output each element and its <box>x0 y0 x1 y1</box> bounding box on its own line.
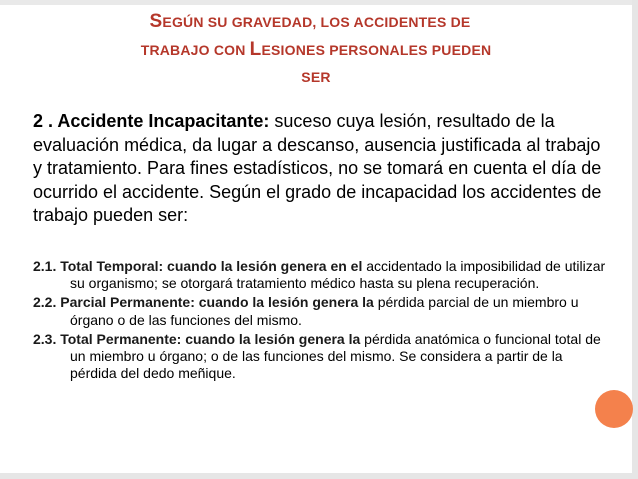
list-item <box>33 258 613 292</box>
incapacity-list <box>33 258 613 384</box>
item-text: accidentado la imposibilidad de utilizar su organismo; se otorgará tratamiento médico hasta su plena recuperación. <box>70 258 606 292</box>
item-text: pérdida parcial de un miembro u órgano o de las funciones del mismo. <box>70 294 579 328</box>
intro-text: suceso cuya lesión, resultado de la evaluación médica, da lugar a descanso, ausencia justificada al trabajo y tratamiento. Para fines estadísticos, no se tomará en cuenta el día de ocurrido el accidente. Según el grado de incapacidad los accidentes de trabajo pueden ser: <box>33 111 602 225</box>
title-line-1: SEGÚN SU GRAVEDAD, LOS ACCIDENTES DE <box>149 11 471 32</box>
slide-border-bottom <box>0 473 638 479</box>
slide-border-top <box>0 0 638 5</box>
list-item <box>33 331 613 383</box>
intro-heading: 2 . Accidente Incapacitante: <box>33 111 270 131</box>
title-line-3: SER <box>301 69 331 85</box>
item-heading: 2.2. Parcial Permanente: cuando la lesión genera la <box>33 294 374 311</box>
item-heading: 2.1. Total Temporal: cuando la lesión genera en el <box>33 258 363 274</box>
intro-paragraph <box>33 110 613 228</box>
slide-title <box>36 8 596 91</box>
title-line-2: TRABAJO CON LESIONES PERSONALES PUEDEN <box>140 39 492 60</box>
decorative-circle <box>595 390 633 428</box>
item-heading: 2.3. Total Permanente: cuando la lesión genera la <box>33 330 361 347</box>
list-item <box>33 294 613 328</box>
item-text: pérdida anatómica o funcional total de un miembro u órgano; o de las funciones del mismo. Se considera a partir de la pérdida del dedo meñique. <box>70 330 601 382</box>
